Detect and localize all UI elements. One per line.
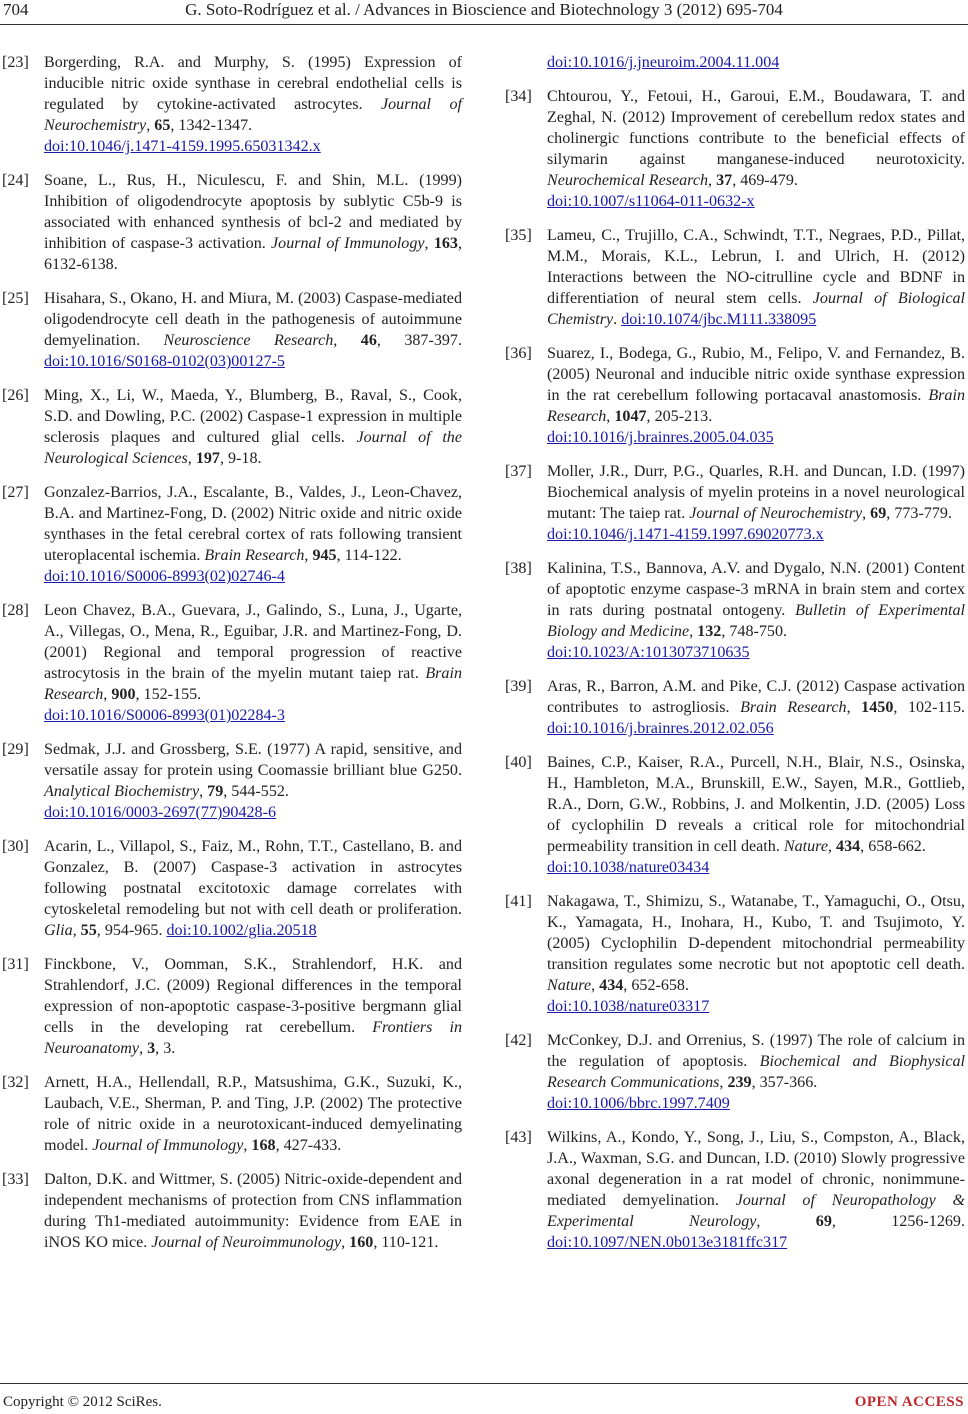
- doi-link[interactable]: doi:10.1007/s11064-011-0632-x: [547, 193, 755, 210]
- journal-name: Journal of Neurochemistry: [44, 96, 462, 134]
- journal-name: Bulletin of Experimental Biology and Medicine: [547, 602, 965, 640]
- doi-line: [547, 427, 965, 448]
- reference-entry: [505, 1127, 965, 1253]
- volume-number: 434: [836, 838, 861, 855]
- doi-line: [547, 524, 965, 545]
- reference-number: [43]: [505, 1129, 532, 1146]
- reference-number: [30]: [2, 838, 29, 855]
- reference-authors-title: Moller, J.R., Durr, P.G., Quarles, R.H. and Duncan, I.D. (1997) Biochemical analysis of myelin proteins in a novel neurological mutant: The taiep rat.: [547, 463, 965, 522]
- page-range: , 544-552.: [223, 783, 289, 800]
- reference-entry: [505, 461, 965, 545]
- page-range: , 658-662.: [860, 838, 926, 855]
- volume-number: 65: [154, 117, 171, 134]
- journal-name: Journal of Immunology: [92, 1137, 244, 1154]
- page-footer: [0, 1383, 968, 1410]
- page-range: , 469-479.: [732, 172, 798, 189]
- doi-link[interactable]: doi:10.1038/nature03434: [547, 859, 710, 876]
- doi-link[interactable]: doi:10.1023/A:1013073710635: [547, 644, 750, 661]
- separator: ,: [139, 1040, 148, 1057]
- separator: ,: [103, 686, 112, 703]
- reference-authors-title: Sedmak, J.J. and Grossberg, S.E. (1977) A rapid, sensitive, and versatile assay for protein using Coomassie brilliant blue G250.: [44, 741, 462, 779]
- doi-line: [44, 566, 462, 587]
- reference-number: [26]: [2, 387, 29, 404]
- reference-authors-title: Arnett, H.A., Hellendall, R.P., Matsushima, G.K., Suzuki, K., Laubach, V.E., Sherman, P. and Ting, J.P. (2002) The protective role of nitric oxide in a neurotoxicant-induced demyelinating model.: [44, 1074, 462, 1154]
- doi-link[interactable]: doi:10.1016/0003-2697(77)90428-6: [44, 804, 276, 821]
- reference-entry: [505, 752, 965, 878]
- page-range: , 114-122.: [336, 547, 402, 564]
- volume-number: 163: [433, 235, 458, 252]
- doi-line: [547, 857, 965, 878]
- reference-entry: [505, 891, 965, 1017]
- open-access-label: OPEN ACCESS: [854, 1394, 964, 1410]
- journal-name: Glia: [44, 922, 73, 939]
- page-range: , 1256-1269.: [831, 1213, 966, 1230]
- reference-authors-title: Soane, L., Rus, H., Niculescu, F. and Shin, M.L. (1999) Inhibition of oligodendrocyte apoptosis by sublytic C5b-9 is associated with enhanced synthesis of bcl-2 and mediated by inhibition of caspase-3 activation.: [44, 172, 462, 252]
- volume-number: 132: [697, 623, 722, 640]
- reference-number: [36]: [505, 345, 532, 362]
- reference-entry: [2, 482, 462, 587]
- reference-number: [37]: [505, 463, 532, 480]
- reference-entry: [2, 1169, 462, 1253]
- volume-number: 945: [312, 547, 337, 564]
- reference-number: [25]: [2, 290, 29, 307]
- page-range: , 954-965.: [96, 922, 167, 939]
- volume-number: 900: [111, 686, 136, 703]
- separator: ,: [243, 1137, 252, 1154]
- volume-number: 168: [251, 1137, 276, 1154]
- reference-number: [40]: [505, 754, 532, 771]
- doi-line: [44, 802, 462, 823]
- reference-authors-title: Wilkins, A., Kondo, Y., Song, J., Liu, S., Compston, A., Black, J.A., Waxman, S.G. and Duncan, I.D. (2010) Slowly progressive axonal degeneration in a rat model of chronic, nonimmune-mediated demyelination.: [547, 1129, 965, 1209]
- running-head: G. Soto-Rodríguez et al. / Advances in Bioscience and Biotechnology 3 (2012) 695-704: [185, 0, 783, 19]
- volume-number: 239: [727, 1074, 752, 1091]
- journal-name: Journal of Immunology: [271, 235, 425, 252]
- separator: ,: [756, 1213, 816, 1230]
- separator: ,: [591, 977, 600, 994]
- journal-name: Journal of Neuroimmunology: [151, 1234, 342, 1251]
- reference-entry: [2, 170, 462, 275]
- separator: ,: [606, 408, 615, 425]
- page-range: , 102-115.: [893, 699, 966, 716]
- volume-number: 160: [349, 1234, 374, 1251]
- page-header: [0, 0, 968, 25]
- volume-number: 55: [80, 922, 97, 939]
- reference-number: [23]: [2, 54, 29, 71]
- separator: ,: [341, 1234, 350, 1251]
- page-range: , 110-121.: [373, 1234, 439, 1251]
- doi-line: [547, 996, 965, 1017]
- reference-entry: [505, 225, 965, 330]
- separator: ,: [146, 117, 155, 134]
- reference-entry: [505, 86, 965, 212]
- separator: ,: [689, 623, 698, 640]
- reference-authors-title: Suarez, I., Bodega, G., Rubio, M., Felipo, V. and Fernandez, B. (2005) Neuronal and inducible nitric oxide synthase expression in the rat cerebellum following portacaval anastomosis.: [547, 345, 965, 404]
- page-range: , 1342-1347.: [170, 117, 253, 134]
- volume-number: 3: [147, 1040, 156, 1057]
- doi-link[interactable]: doi:10.1016/S0006-8993(02)02746-4: [44, 568, 285, 585]
- page-range: , 9-18.: [219, 450, 262, 467]
- reference-number: [29]: [2, 741, 29, 758]
- reference-entry: [2, 52, 462, 157]
- doi-link[interactable]: doi:10.1097/NEN.0b013e3181ffc317: [547, 1234, 788, 1251]
- page-range: , 387-397.: [376, 332, 462, 349]
- reference-authors-title: Aras, R., Barron, A.M. and Pike, C.J. (2012) Caspase activation contributes to astrogliosis.: [547, 678, 965, 716]
- reference-authors-title: McConkey, D.J. and Orrenius, S. (1997) The role of calcium in the regulation of apoptosis.: [547, 1032, 965, 1070]
- doi-line: [44, 136, 462, 157]
- reference-authors-title: Acarin, L., Villapol, S., Faiz, M., Rohn, T.T., Castellano, B. and Gonzalez, B. (2007) Caspase-3 activation in astrocytes following postnatal excitotoxic damage correlates with cytoskeletal remodeling but not with cell death or proliferation.: [44, 838, 462, 918]
- volume-number: 69: [815, 1213, 832, 1230]
- journal-name: Journal of Biological Chemistry: [547, 290, 965, 328]
- reference-entry: [2, 954, 462, 1059]
- volume-number: 1047: [614, 408, 647, 425]
- reference-entry: [2, 600, 462, 726]
- journal-name: Neurochemical Research: [547, 172, 709, 189]
- journal-name: Analytical Biochemistry: [44, 783, 200, 800]
- reference-number: [27]: [2, 484, 29, 501]
- journal-name: Journal of Neuropathology & Experimental Neurology: [547, 1192, 965, 1230]
- copyright-notice: Copyright © 2012 SciRes.: [3, 1394, 162, 1410]
- volume-number: 197: [195, 450, 220, 467]
- reference-number: [35]: [505, 227, 532, 244]
- page-range: , 427-433.: [275, 1137, 342, 1154]
- reference-number: [34]: [505, 88, 532, 105]
- separator: ,: [304, 547, 313, 564]
- doi-link[interactable]: doi:10.1016/j.brainres.2005.04.035: [547, 429, 774, 446]
- reference-entry: [2, 288, 462, 372]
- reference-number: [31]: [2, 956, 29, 973]
- reference-number: [24]: [2, 172, 29, 189]
- page-range: , 205-213.: [646, 408, 713, 425]
- volume-number: 37: [716, 172, 733, 189]
- volume-number: 79: [207, 783, 224, 800]
- reference-number: [38]: [505, 560, 532, 577]
- page-number: 704: [3, 0, 29, 19]
- journal-name: Neuroscience Research: [163, 332, 334, 349]
- journal-name: Nature: [547, 977, 592, 994]
- doi-link[interactable]: doi:10.1016/S0006-8993(01)02284-3: [44, 707, 285, 724]
- separator: ,: [827, 838, 837, 855]
- journal-name: Brain Research: [204, 547, 305, 564]
- journal-name: Frontiers in Neuroanatomy: [44, 1019, 462, 1057]
- doi-line: [547, 642, 965, 663]
- reference-number: [42]: [505, 1032, 532, 1049]
- doi-link[interactable]: doi:10.1006/bbrc.1997.7409: [547, 1095, 730, 1112]
- reference-column-right: [505, 52, 965, 1266]
- reference-entry: [505, 676, 965, 739]
- reference-column-left: [2, 52, 462, 1266]
- separator: ,: [862, 505, 871, 522]
- journal-name: Journal of the Neurological Sciences: [44, 429, 462, 467]
- reference-number: [28]: [2, 602, 29, 619]
- reference-entry: [2, 739, 462, 823]
- separator: ,: [72, 922, 81, 939]
- reference-authors-title: Lameu, C., Trujillo, C.A., Schwindt, T.T., Negraes, P.D., Pillat, M.M., Morais, K.L., Lebrun, I. and Ulrich, H. (2012) Interactions between the NO-citrulline cycle and BDNF in differentiation of neural stem cells.: [547, 227, 965, 307]
- separator: ,: [846, 699, 862, 716]
- doi-link[interactable]: doi:10.1002/glia.20518: [166, 922, 317, 939]
- reference-continuation: [505, 52, 965, 73]
- doi-link[interactable]: doi:10.1074/jbc.M111.338095: [621, 311, 817, 328]
- volume-number: 1450: [861, 699, 894, 716]
- doi-link[interactable]: doi:10.1046/j.1471-4159.1997.69020773.x: [547, 526, 824, 543]
- doi-line: [547, 191, 965, 212]
- doi-link[interactable]: doi:10.1046/j.1471-4159.1995.65031342.x: [44, 138, 321, 155]
- reference-authors-title: Gonzalez-Barrios, J.A., Escalante, B., Valdes, J., Leon-Chavez, B.A. and Martinez-Fong, D. (2002) Nitric oxide and nitric oxide synthases in the fetal cerebral cortex of rats following transient uteroplacental ischemia.: [44, 484, 462, 564]
- journal-name: Brain Research: [740, 699, 847, 716]
- separator: ,: [333, 332, 361, 349]
- doi-line: [547, 1093, 965, 1114]
- journal-name: Brain Research: [547, 387, 965, 425]
- journal-name: Journal of Neurochemistry: [689, 505, 863, 522]
- reference-entry: [2, 1072, 462, 1156]
- reference-number: [41]: [505, 893, 532, 910]
- separator: ,: [424, 235, 434, 252]
- reference-number: [33]: [2, 1171, 29, 1188]
- page-range: , 652-658.: [623, 977, 690, 994]
- separator: ,: [187, 450, 196, 467]
- reference-authors-title: Hisahara, S., Okano, H. and Miura, M. (2003) Caspase-mediated oligodendrocyte cell death in the pathogenesis of autoimmune demyelination.: [44, 290, 462, 349]
- volume-number: 69: [870, 505, 887, 522]
- doi-link[interactable]: doi:10.1016/j.brainres.2012.02.056: [547, 720, 774, 737]
- reference-authors-title: Baines, C.P., Kaiser, R.A., Purcell, N.H., Blair, N.S., Osinska, H., Hambleton, M.A., Brunskill, E.W., Sayen, M.R., Gottlieb, R.A., Dorn, G.W., Robbins, J. and Molkentin, J.D. (2005) Loss of cyclophilin D reveals a critical role for mitochondrial permeability transition in cell death.: [547, 754, 965, 855]
- page-range: , 773-779.: [886, 505, 952, 522]
- separator: ,: [708, 172, 717, 189]
- reference-authors-title: Borgerding, R.A. and Murphy, S. (1995) Expression of inducible nitric oxide synthase in cerebral endothelial cells is regulated by cytokine-activated astrocytes.: [44, 54, 462, 113]
- journal-name: Biochemical and Biophysical Research Communications: [547, 1053, 965, 1091]
- reference-entry: [2, 385, 462, 469]
- page-range: , 152-155.: [135, 686, 202, 703]
- page-range: , 748-750.: [721, 623, 788, 640]
- doi-line: [44, 705, 462, 726]
- volume-number: 46: [360, 332, 377, 349]
- reference-authors-title: Dalton, D.K. and Wittmer, S. (2005) Nitric-oxide-dependent and independent mechanisms of protection from CNS inflammation during Th1-mediated autoimmunity: Evidence from EAE in iNOS KO mice.: [44, 1171, 462, 1251]
- journal-name: Brain Research: [44, 665, 462, 703]
- doi-link[interactable]: doi:10.1016/j.jneuroim.2004.11.004: [547, 54, 780, 71]
- reference-entry: [505, 558, 965, 663]
- reference-entry: [505, 343, 965, 448]
- reference-entry: [505, 1030, 965, 1114]
- reference-number: [32]: [2, 1074, 29, 1091]
- doi-link[interactable]: doi:10.1038/nature03317: [547, 998, 710, 1015]
- doi-link[interactable]: doi:10.1016/S0168-0102(03)00127-5: [44, 353, 285, 370]
- reference-authors-title: Chtourou, Y., Fetoui, H., Garoui, E.M., Boudawara, T. and Zeghal, N. (2012) Improvement of cerebellum redox states and cholinergic functions contribute to the beneficial effects of silymarin against manganese-induced neurotoxicity.: [547, 88, 965, 168]
- reference-entry: [2, 836, 462, 941]
- volume-number: 434: [599, 977, 624, 994]
- reference-authors-title: Kalinina, T.S., Bannova, A.V. and Dygalo, N.N. (2001) Content of apoptotic enzyme caspase-3 mRNA in brain stem and cortex in rats during postnatal ontogeny.: [547, 560, 965, 619]
- reference-number: [39]: [505, 678, 532, 695]
- separator: .: [613, 311, 622, 328]
- page-range: , 3.: [155, 1040, 176, 1057]
- page-range: , 6132-6138.: [44, 235, 462, 273]
- journal-name: Nature: [783, 838, 828, 855]
- reference-authors-title: Leon Chavez, B.A., Guevara, J., Galindo, S., Luna, J., Ugarte, A., Villegas, O., Mena, R., Eguibar, J.R. and Martinez-Fong, D. (2001) Regional and temporal progression of reactive astrocytosis in the brain of the myelin mutant taiep rat.: [44, 602, 462, 682]
- page-range: , 357-366.: [751, 1074, 818, 1091]
- separator: ,: [199, 783, 208, 800]
- reference-authors-title: Ming, X., Li, W., Maeda, Y., Blumberg, B., Raval, S., Cook, S.D. and Dowling, P.C. (2002) Caspase-1 expression in multiple sclerosis plaques and cultured glial cells.: [44, 387, 462, 446]
- separator: ,: [719, 1074, 728, 1091]
- reference-authors-title: Finckbone, V., Oomman, S.K., Strahlendorf, H.K. and Strahlendorf, J.C. (2009) Regional differences in the temporal expression of non-apoptotic caspase-3-positive bergmann glial cells in the developing rat cerebellum.: [44, 956, 462, 1036]
- reference-authors-title: Nakagawa, T., Shimizu, S., Watanabe, T., Yamaguchi, O., Otsu, K., Yamagata, H., Inohara, H., Kubo, T. and Tsujimoto, Y. (2005) Cyclophilin D-dependent mitochondrial permeability transition regulates some necrotic but not apoptotic cell death.: [547, 893, 965, 973]
